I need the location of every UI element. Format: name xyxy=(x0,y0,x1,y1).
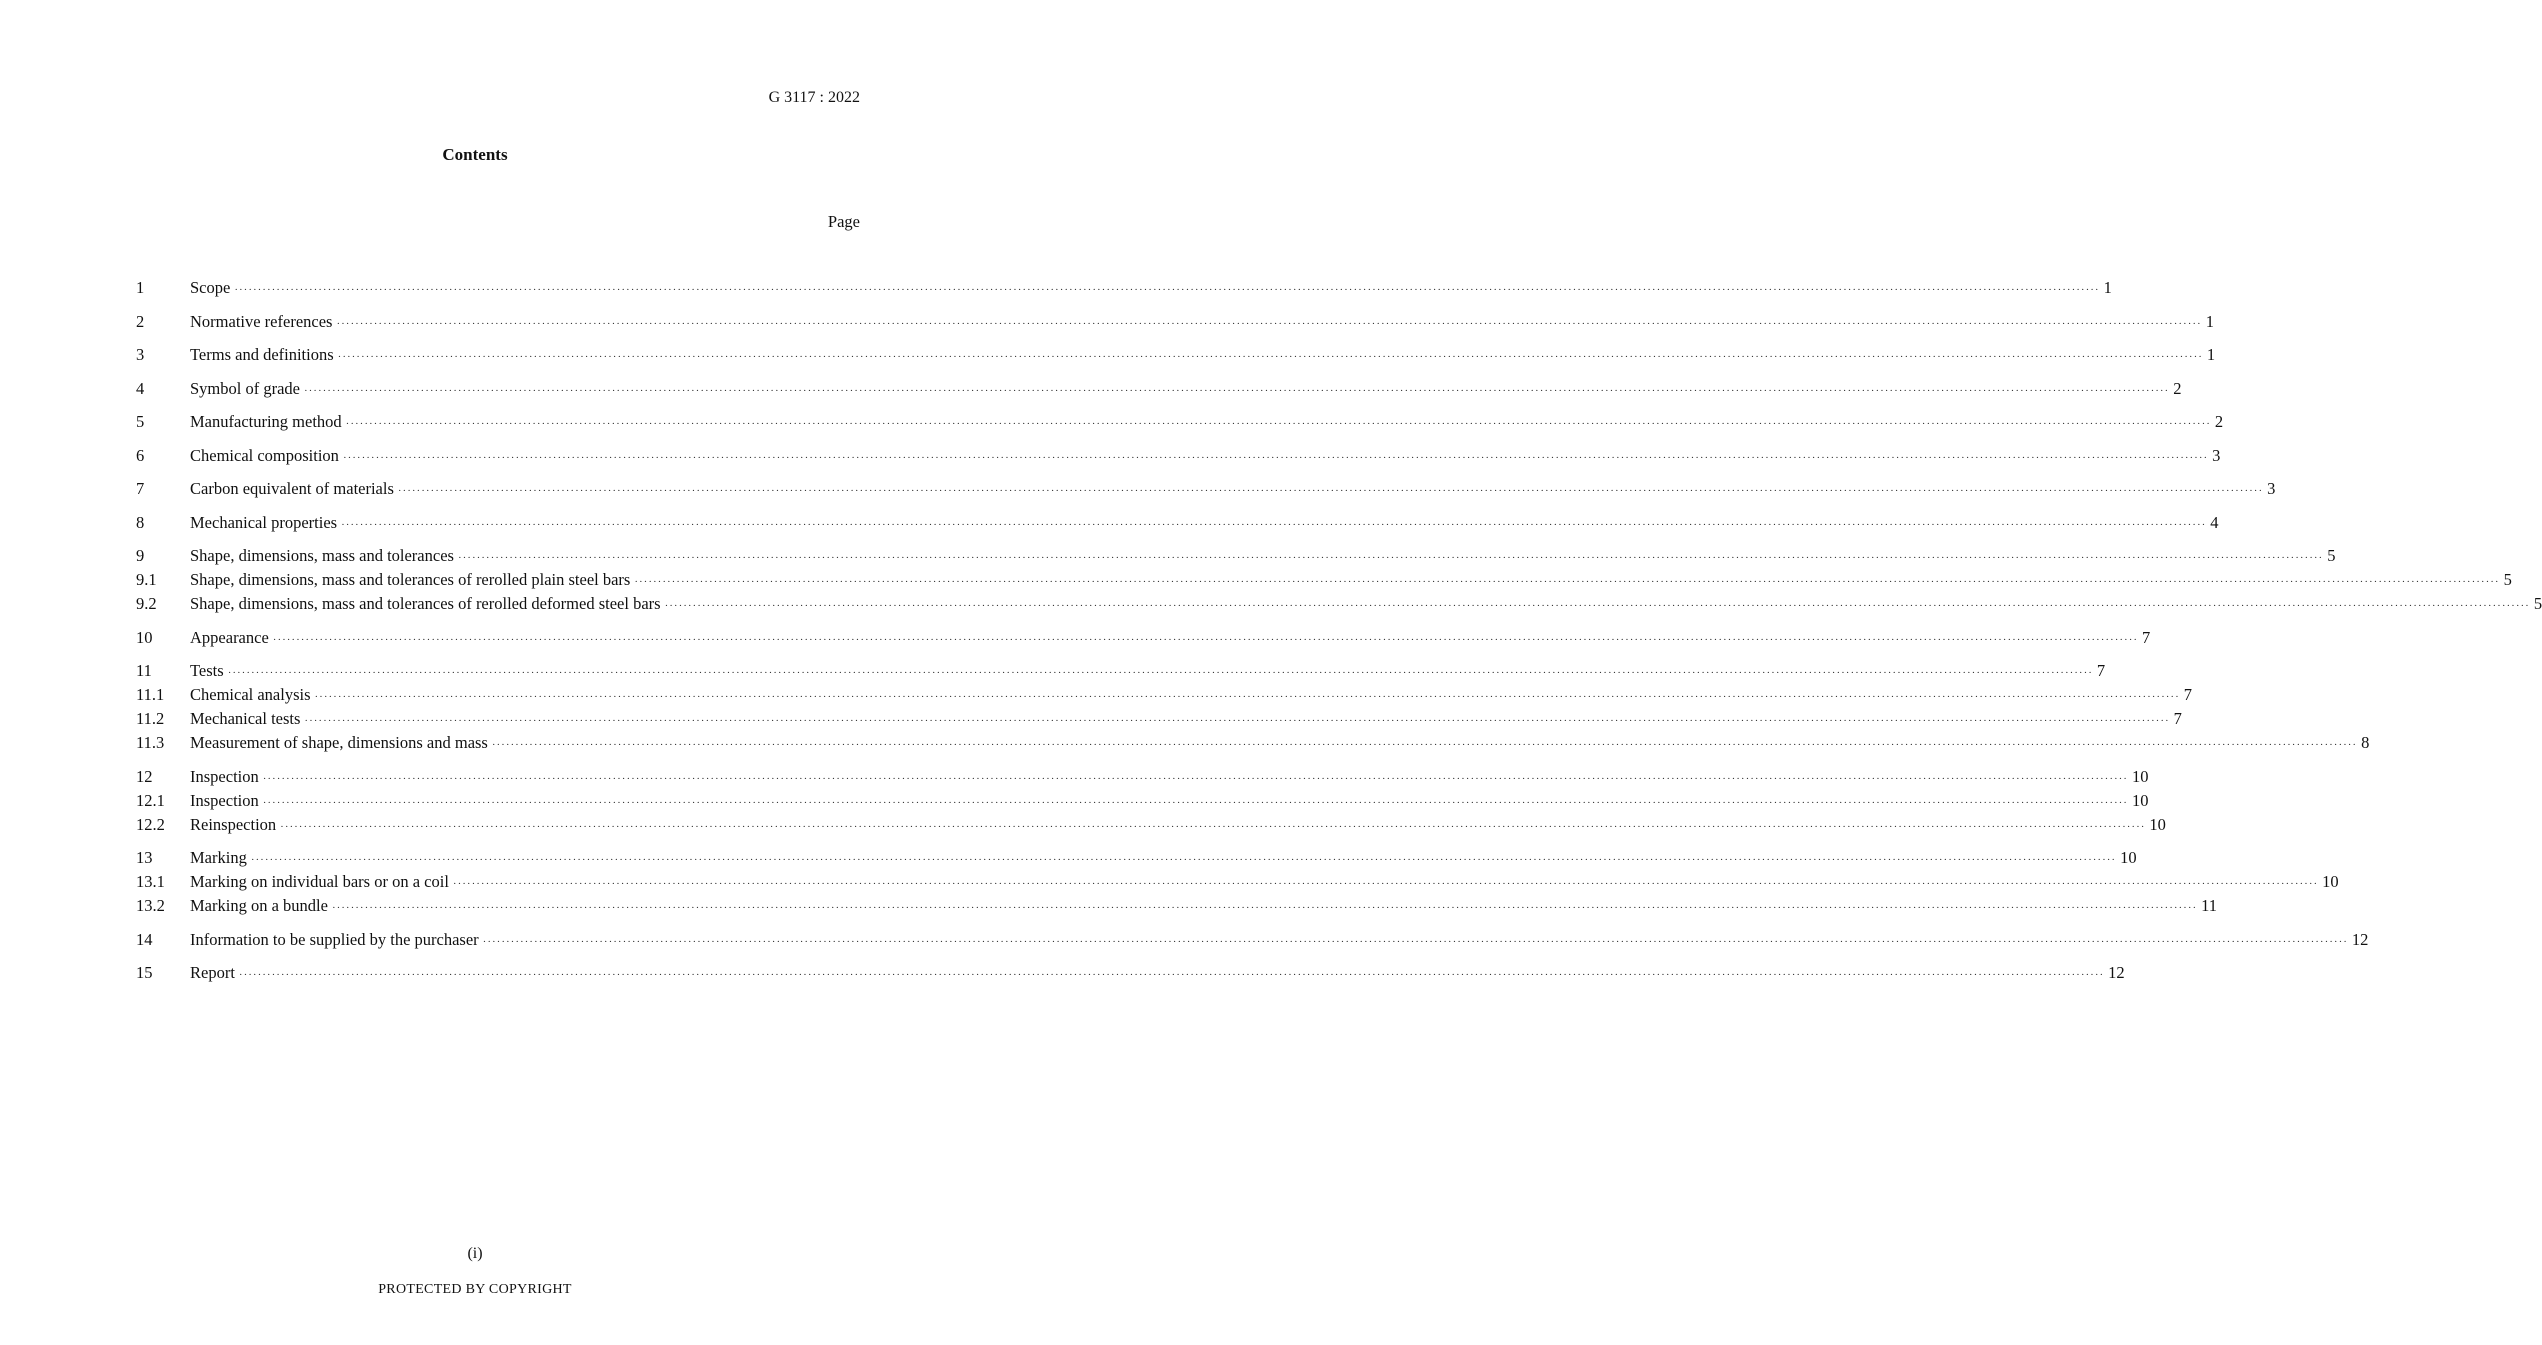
toc-dot-leader: ················································································································································································································································································································································································································ xyxy=(262,796,2128,809)
toc-entry[interactable] xyxy=(136,894,2218,918)
toc-entry-title: Terms and definitions xyxy=(190,345,334,364)
toc-group xyxy=(136,444,2221,468)
toc-entry-number: 13.2 xyxy=(136,896,165,915)
toc-dot-leader: ················································································································································································································································································································································································································ xyxy=(341,518,2207,531)
toc-entry-title: Shape, dimensions, mass and tolerances of rerolled deformed steel bars xyxy=(190,594,661,613)
toc-entry-title: Carbon equivalent of materials xyxy=(190,479,394,498)
toc-dot-leader: ················································································································································································································································································································································································································ xyxy=(303,384,2170,397)
toc-entry-page: 2 xyxy=(2214,412,2224,431)
toc-entry-title: Chemical analysis xyxy=(190,685,311,704)
toc-dot-leader: ················································································································································································································································································································································································································ xyxy=(337,351,2203,363)
toc-entry-number: 6 xyxy=(136,445,145,465)
toc-entry-page: 10 xyxy=(2131,790,2149,810)
toc-group xyxy=(136,377,2182,401)
toc-entry-number: 9.2 xyxy=(136,594,157,613)
toc-entry-page: 1 xyxy=(2205,311,2214,331)
toc-dot-leader: ················································································································································································································································································································································································································ xyxy=(664,600,2530,612)
toc-entry-title: Tests xyxy=(190,661,224,680)
toc-entry[interactable] xyxy=(136,731,2370,755)
toc-entry-title: Measurement of shape, dimensions and mass xyxy=(190,733,488,752)
toc-entry-page: 7 xyxy=(2183,685,2192,704)
toc-group xyxy=(136,477,2276,501)
toc-entry-page: 10 xyxy=(2322,872,2339,891)
toc-entry-title: Manufacturing method xyxy=(190,412,342,431)
toc-group xyxy=(136,310,2214,334)
toc-entry-number: 11.2 xyxy=(136,709,165,728)
toc-group xyxy=(136,961,2125,985)
toc-entry-number: 11 xyxy=(136,661,152,680)
toc-dot-leader: ················································································································································································································································································································································································································ xyxy=(262,772,2128,785)
toc-entry[interactable] xyxy=(136,343,2216,367)
toc-entry-title: Symbol of grade xyxy=(190,378,300,398)
toc-dot-leader: ················································································································································································································································································································································································································ xyxy=(280,820,2146,833)
toc-entry[interactable] xyxy=(136,961,2125,985)
toc-entry[interactable] xyxy=(136,846,2137,870)
toc-entry-page: 5 xyxy=(2327,546,2336,565)
toc-dot-leader: ················································································································································································································································································································································································································ xyxy=(272,633,2139,646)
toc-entry-title: Inspection xyxy=(190,766,259,786)
toc-entry-page: 3 xyxy=(2212,445,2221,465)
toc-entry[interactable] xyxy=(136,870,2339,894)
toc-entry-title: Scope xyxy=(190,278,231,297)
toc-entry-page: 2 xyxy=(2173,378,2182,398)
toc-entry[interactable] xyxy=(136,511,2219,535)
toc-entry-title: Reinspection xyxy=(190,814,277,834)
toc-entry[interactable] xyxy=(136,410,2224,434)
toc-group xyxy=(136,659,2370,755)
toc-dot-leader: ················································································································································································································································································································································································································ xyxy=(634,576,2500,588)
toc-entry-number: 9.1 xyxy=(136,570,157,589)
toc-entry-title: Report xyxy=(190,963,235,982)
toc-group xyxy=(136,846,2339,918)
toc-dot-leader: ················································································································································································································································································································································································································ xyxy=(457,552,2324,564)
toc-entry[interactable] xyxy=(136,444,2221,468)
toc-group xyxy=(136,626,2151,650)
toc-entry-title: Appearance xyxy=(190,627,269,647)
toc-group xyxy=(136,511,2219,535)
toc-entry-number: 8 xyxy=(136,512,145,532)
toc-entry[interactable] xyxy=(136,592,2542,616)
toc-entry[interactable] xyxy=(136,626,2151,650)
toc-entry-number: 15 xyxy=(136,963,153,982)
toc-entry[interactable] xyxy=(136,765,2149,789)
toc-dot-leader: ················································································································································································································································································································································································································ xyxy=(250,854,2117,866)
toc-entry-title: Marking on a bundle xyxy=(190,896,328,915)
toc-entry-number: 11.1 xyxy=(136,685,165,704)
toc-entry-page: 5 xyxy=(2503,570,2512,589)
toc-entry-number: 9 xyxy=(136,546,145,565)
toc-entry[interactable] xyxy=(136,659,2106,683)
toc-group xyxy=(136,343,2216,367)
toc-entry-number: 1 xyxy=(136,278,145,297)
toc-group xyxy=(136,410,2224,434)
document-number: G 3117 : 2022 xyxy=(768,89,860,106)
toc-entry-title: Inspection xyxy=(190,790,259,810)
toc-entry-number: 3 xyxy=(136,345,145,364)
toc-entry-number: 11.3 xyxy=(136,733,165,752)
toc-entry-page: 10 xyxy=(2120,848,2137,867)
toc-entry-number: 5 xyxy=(136,412,145,431)
toc-entry-number: 12.2 xyxy=(136,814,165,834)
toc-dot-leader: ················································································································································································································································································································································································································ xyxy=(336,317,2202,330)
toc-dot-leader: ················································································································································································································································································································································································································ xyxy=(314,691,2180,703)
toc-entry-page: 10 xyxy=(2149,814,2166,834)
toc-dot-leader: ················································································································································································································································································································································································································ xyxy=(397,485,2264,497)
toc-entry[interactable] xyxy=(136,276,2112,300)
toc-entry[interactable] xyxy=(136,928,2369,952)
toc-entry-page: 1 xyxy=(2206,345,2216,364)
toc-entry-title: Normative references xyxy=(190,311,333,331)
page-column-label: Page xyxy=(827,212,860,231)
toc-entry-title: Marking xyxy=(190,848,247,867)
toc-entry-page: 4 xyxy=(2210,512,2219,532)
toc-entry-page: 8 xyxy=(2361,733,2370,752)
toc-entry-number: 13.1 xyxy=(136,872,165,891)
toc-entry-page: 1 xyxy=(2103,278,2112,297)
toc-entry-page: 12 xyxy=(2351,929,2369,949)
toc-entry-number: 12 xyxy=(136,766,153,786)
toc-entry-title: Shape, dimensions, mass and tolerances of rerolled plain steel bars xyxy=(190,570,631,589)
toc-entry[interactable] xyxy=(136,310,2214,334)
toc-dot-leader: ················································································································································································································································································································································································································ xyxy=(482,935,2348,948)
toc-entry-page: 3 xyxy=(2267,479,2276,498)
toc-dot-leader: ················································································································································································································································································································································································································ xyxy=(238,969,2105,981)
toc-entry-title: Mechanical properties xyxy=(190,512,338,532)
toc-entry-number: 2 xyxy=(136,311,145,331)
toc-dot-leader: ················································································································································································································································································································································································································ xyxy=(345,418,2211,430)
toc-dot-leader: ················································································································································································································································································································································································································ xyxy=(227,667,2093,679)
toc-dot-leader: ················································································································································································································································································································································································································ xyxy=(331,902,2198,914)
toc-entry-page: 7 xyxy=(2096,661,2106,680)
toc-entry-number: 12.1 xyxy=(136,790,165,810)
toc-entry-page: 7 xyxy=(2173,709,2182,728)
toc-entry[interactable] xyxy=(136,544,2336,568)
toc-entry-page: 11 xyxy=(2201,896,2218,915)
toc-entry-number: 14 xyxy=(136,929,153,949)
toc-entry-number: 4 xyxy=(136,378,145,398)
toc-entry[interactable] xyxy=(136,377,2182,401)
copyright-notice: PROTECTED BY COPYRIGHT xyxy=(378,1282,572,1297)
toc-entry-page: 7 xyxy=(2142,627,2151,647)
toc-entry-number: 10 xyxy=(136,627,153,647)
toc-dot-leader: ················································································································································································································································································································································································································ xyxy=(342,451,2209,464)
table-of-contents xyxy=(136,276,2542,995)
toc-entry-title: Shape, dimensions, mass and tolerances xyxy=(190,546,454,565)
toc-entry[interactable] xyxy=(136,683,2192,707)
toc-entry-title: Chemical composition xyxy=(190,445,339,465)
toc-group xyxy=(136,765,2166,837)
contents-title: Contents xyxy=(442,145,508,164)
toc-group xyxy=(136,544,2542,616)
toc-entry[interactable] xyxy=(136,789,2149,813)
toc-entry[interactable] xyxy=(136,813,2166,837)
toc-entry[interactable] xyxy=(136,477,2276,501)
toc-dot-leader: ················································································································································································································································································································································································································ xyxy=(491,739,2358,751)
toc-entry-number: 7 xyxy=(136,479,145,498)
toc-group xyxy=(136,276,2112,300)
toc-entry-title: Mechanical tests xyxy=(190,709,301,728)
toc-entry[interactable] xyxy=(136,568,2512,592)
toc-entry-title: Information to be supplied by the purchaser xyxy=(190,929,479,949)
toc-entry-page: 5 xyxy=(2533,594,2542,613)
toc-entry[interactable] xyxy=(136,707,2182,731)
toc-group xyxy=(136,928,2369,952)
toc-entry-number: 13 xyxy=(136,848,153,867)
toc-entry-page: 10 xyxy=(2131,766,2149,786)
toc-dot-leader: ················································································································································································································································································································································································································ xyxy=(304,715,2170,727)
toc-dot-leader: ················································································································································································································································································································································································································ xyxy=(452,878,2319,890)
footer-page-number: (i) xyxy=(467,1245,483,1262)
toc-entry-title: Marking on individual bars or on a coil xyxy=(190,872,449,891)
toc-entry-page: 12 xyxy=(2108,963,2125,982)
toc-dot-leader: ················································································································································································································································································································································································································ xyxy=(234,284,2100,296)
